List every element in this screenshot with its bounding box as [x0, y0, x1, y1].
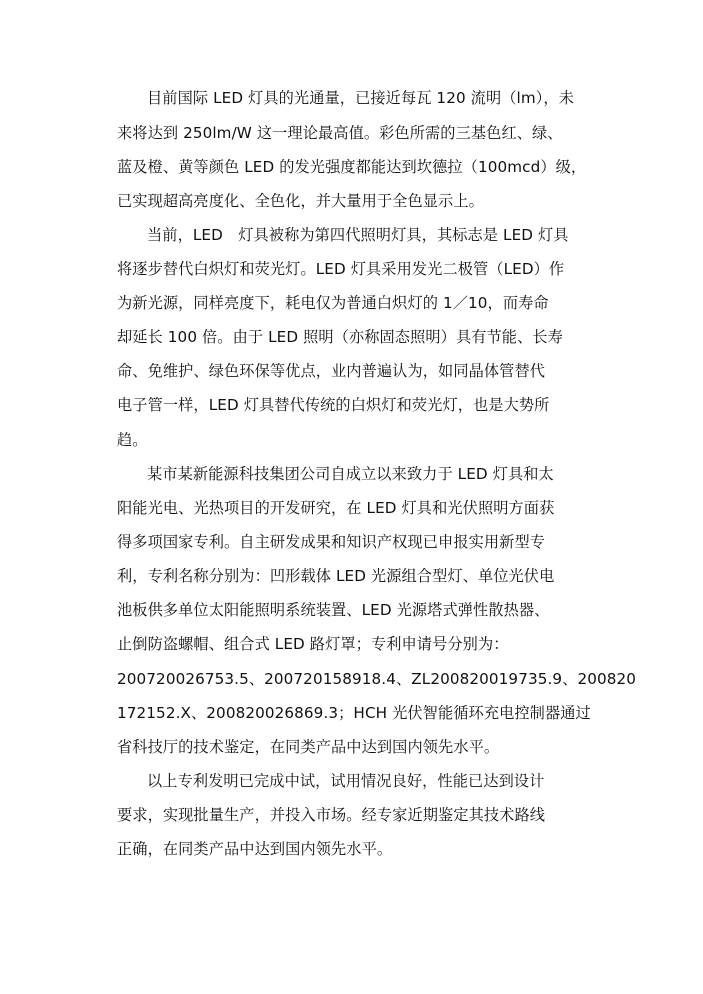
paragraph-3-line-6: 止倒防盗螺帽、组合式 LED 路灯罩；专利申请号分别为：: [117, 635, 509, 653]
paragraph-2-line-5: 命、免维护、绿色环保等优点，业内普遍认为，如同晶体管替代: [117, 362, 546, 380]
paragraph-3-line-8: 172152.X、200820026869.3；HCH 光伏智能循环充电控制器通过: [117, 704, 591, 722]
paragraph-3-line-9: 省科技厅的技术鉴定，在同类产品中达到国内领先水平。: [117, 738, 500, 756]
paragraph-3-line-5: 池板供多单位太阳能照明系统装置、LED 光源塔式弹性散热器、: [117, 601, 550, 619]
paragraph-3-line-2: 阳能光电、光热项目的开发研究，在 LED 灯具和光伏照明方面获: [117, 499, 555, 517]
paragraph-2-line-6: 电子管一样，LED 灯具替代传统的白炽灯和荧光灯，也是大势所: [117, 396, 550, 414]
paragraph-2-line-7: 趋。: [117, 431, 148, 449]
paragraph-4-line-3: 正确，在同类产品中达到国内领先水平。: [117, 840, 393, 858]
paragraph-2-line-1: 当前，LED 灯具被称为第四代照明灯具，其标志是 LED 灯具: [147, 226, 569, 244]
paragraph-4-line-2: 要求，实现批量生产，并投入市场。经专家近期鉴定其技术路线: [117, 806, 546, 824]
paragraph-2-line-3: 为新光源，同样亮度下，耗电仅为普通白炽灯的 1／10，而寿命: [117, 294, 549, 312]
paragraph-1-line-3: 蓝及橙、黄等颜色 LED 的发光强度都能达到坎德拉（100mcd）级，: [117, 158, 587, 176]
paragraph-3-line-3: 得多项国家专利。自主研发成果和知识产权现已申报实用新型专: [117, 533, 546, 551]
paragraph-3-line-7: 200720026753.5、200720158918.4、ZL200820019735.9、200820: [117, 670, 637, 688]
paragraph-2-line-4: 却延长 100 倍。由于 LED 照明（亦称固态照明）具有节能、长寿: [117, 328, 563, 346]
paragraph-4-line-1: 以上专利发明已完成中试，试用情况良好，性能已达到设计: [147, 772, 545, 790]
paragraph-2-line-2: 将逐步替代白炽灯和荧光灯。LED 灯具采用发光二极管（LED）作: [117, 260, 565, 278]
paragraph-3-line-4: 利，专利名称分别为：凹形载体 LED 光源组合型灯、单位光伏电: [117, 567, 555, 585]
paragraph-3-line-1: 某市某新能源科技集团公司自成立以来致力于 LED 灯具和太: [147, 465, 554, 483]
paragraph-1-line-2: 来将达到 250lm/W 这一理论最高值。彩色所需的三基色红、绿、: [117, 124, 563, 142]
paragraph-1-line-1: 目前国际 LED 灯具的光通量，已接近每瓦 120 流明（lm），未: [147, 89, 574, 107]
paragraph-1-line-4: 已实现超高亮度化、全色化，并大量用于全色显示上。: [117, 192, 484, 210]
